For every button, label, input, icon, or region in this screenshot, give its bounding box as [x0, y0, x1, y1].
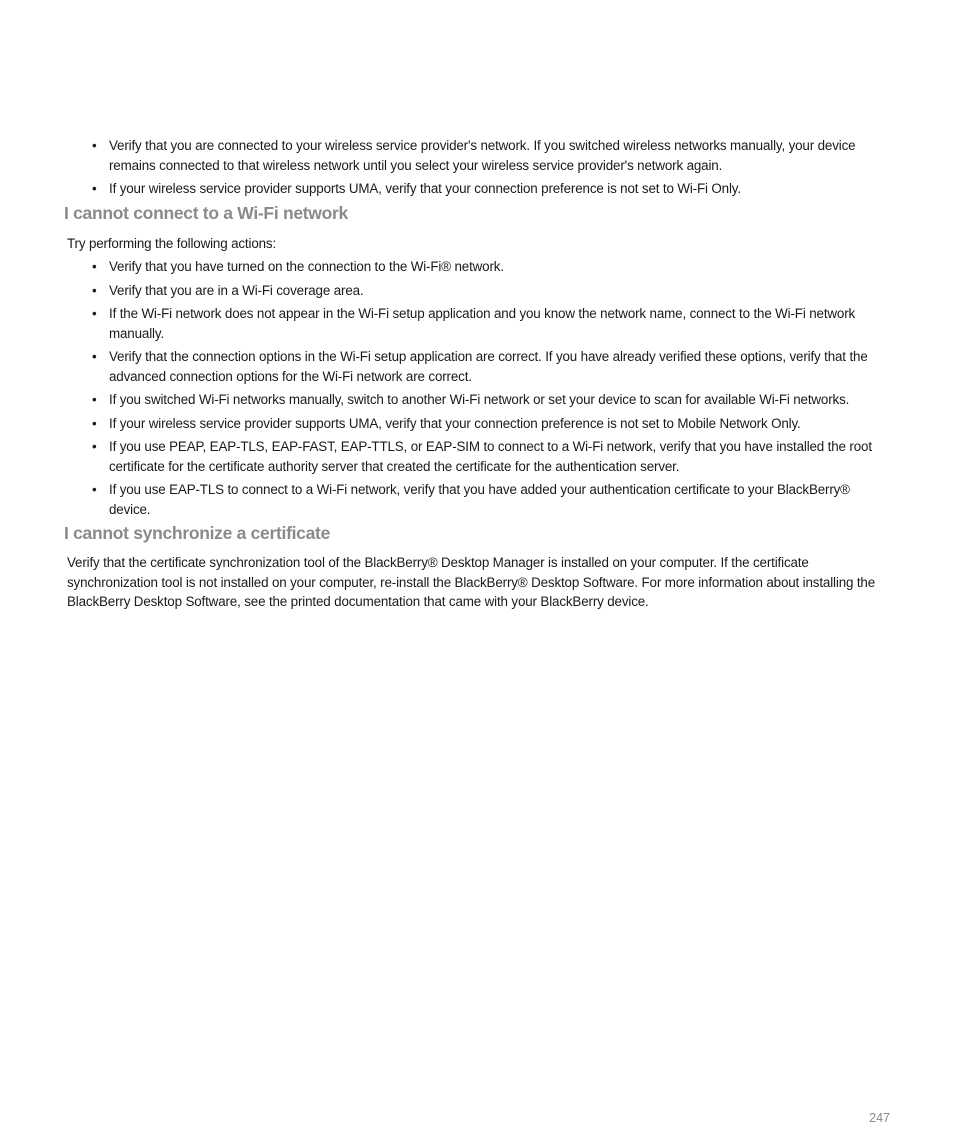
section-body-text: Verify that the certificate synchronization tool of the BlackBerry® Desktop Manager is installed on your computer. If the certificate synchronization tool is not installed on your computer, re-install the BlackBerry® Desktop Software. For more information about installing the BlackBerry Desktop Software, see the printed documentation that came with your BlackBerry device.	[67, 555, 876, 610]
list-item: • If you use PEAP, EAP-TLS, EAP-FAST, EAP-TTLS, or EAP-SIM to connect to a Wi-Fi network, verify that you have installed the root certificate for the certificate authority server that created the certificate for the authentication server.	[92, 439, 872, 474]
bullet-icon: •	[92, 282, 97, 298]
section-heading-certificate: I cannot synchronize a certificate	[64, 523, 330, 543]
bullet-icon: •	[92, 392, 97, 407]
bullet-icon: •	[92, 138, 97, 153]
bullet-icon: •	[92, 482, 97, 497]
list-item: • If you use EAP-TLS to connect to a Wi-Fi network, verify that you have added your authentication certificate to your BlackBerry® device.	[92, 482, 850, 517]
list-item: • If your wireless service provider supports UMA, verify that your connection preference is not set to Mobile Network Only.	[109, 414, 894, 434]
bullet-icon: •	[92, 306, 97, 321]
list-item: • If your wireless service provider supports UMA, verify that your connection preference is not set to Wi-Fi Only.	[109, 179, 894, 199]
page-number: 247	[869, 1111, 890, 1125]
bullet-icon: •	[92, 415, 97, 431]
bullet-icon: •	[92, 349, 97, 364]
wifi-bullet-list	[64, 257, 894, 519]
list-item: • Verify that the connection options in the Wi-Fi setup application are correct. If you have already verified these options, verify that the advanced connection options for the Wi-Fi network are correct.	[92, 349, 868, 384]
bullet-icon: •	[92, 259, 97, 274]
intro-bullet-list	[64, 136, 894, 199]
list-item: • Verify that you have turned on the connection to the Wi-Fi® network.	[109, 257, 894, 277]
list-item: • Verify that you are connected to your wireless service provider's network. If you switched wireless networks manually, your device remains connected to that wireless network until you select your wireless service provider's network again.	[92, 138, 856, 173]
list-item: • Verify that you are in a Wi-Fi coverage area.	[109, 281, 894, 301]
section-heading-wifi: I cannot connect to a Wi-Fi network	[64, 202, 348, 223]
list-item: • If you switched Wi-Fi networks manually, switch to another Wi-Fi network or set your device to scan for available Wi-Fi networks.	[109, 390, 894, 410]
bullet-icon: •	[92, 439, 97, 454]
bullet-icon: •	[92, 181, 97, 196]
section-lead-text: Try performing the following actions:	[67, 235, 277, 251]
list-item: • If the Wi-Fi network does not appear in the Wi-Fi setup application and you know the network name, connect to the Wi-Fi network manually.	[92, 306, 856, 341]
page-content	[64, 136, 894, 612]
